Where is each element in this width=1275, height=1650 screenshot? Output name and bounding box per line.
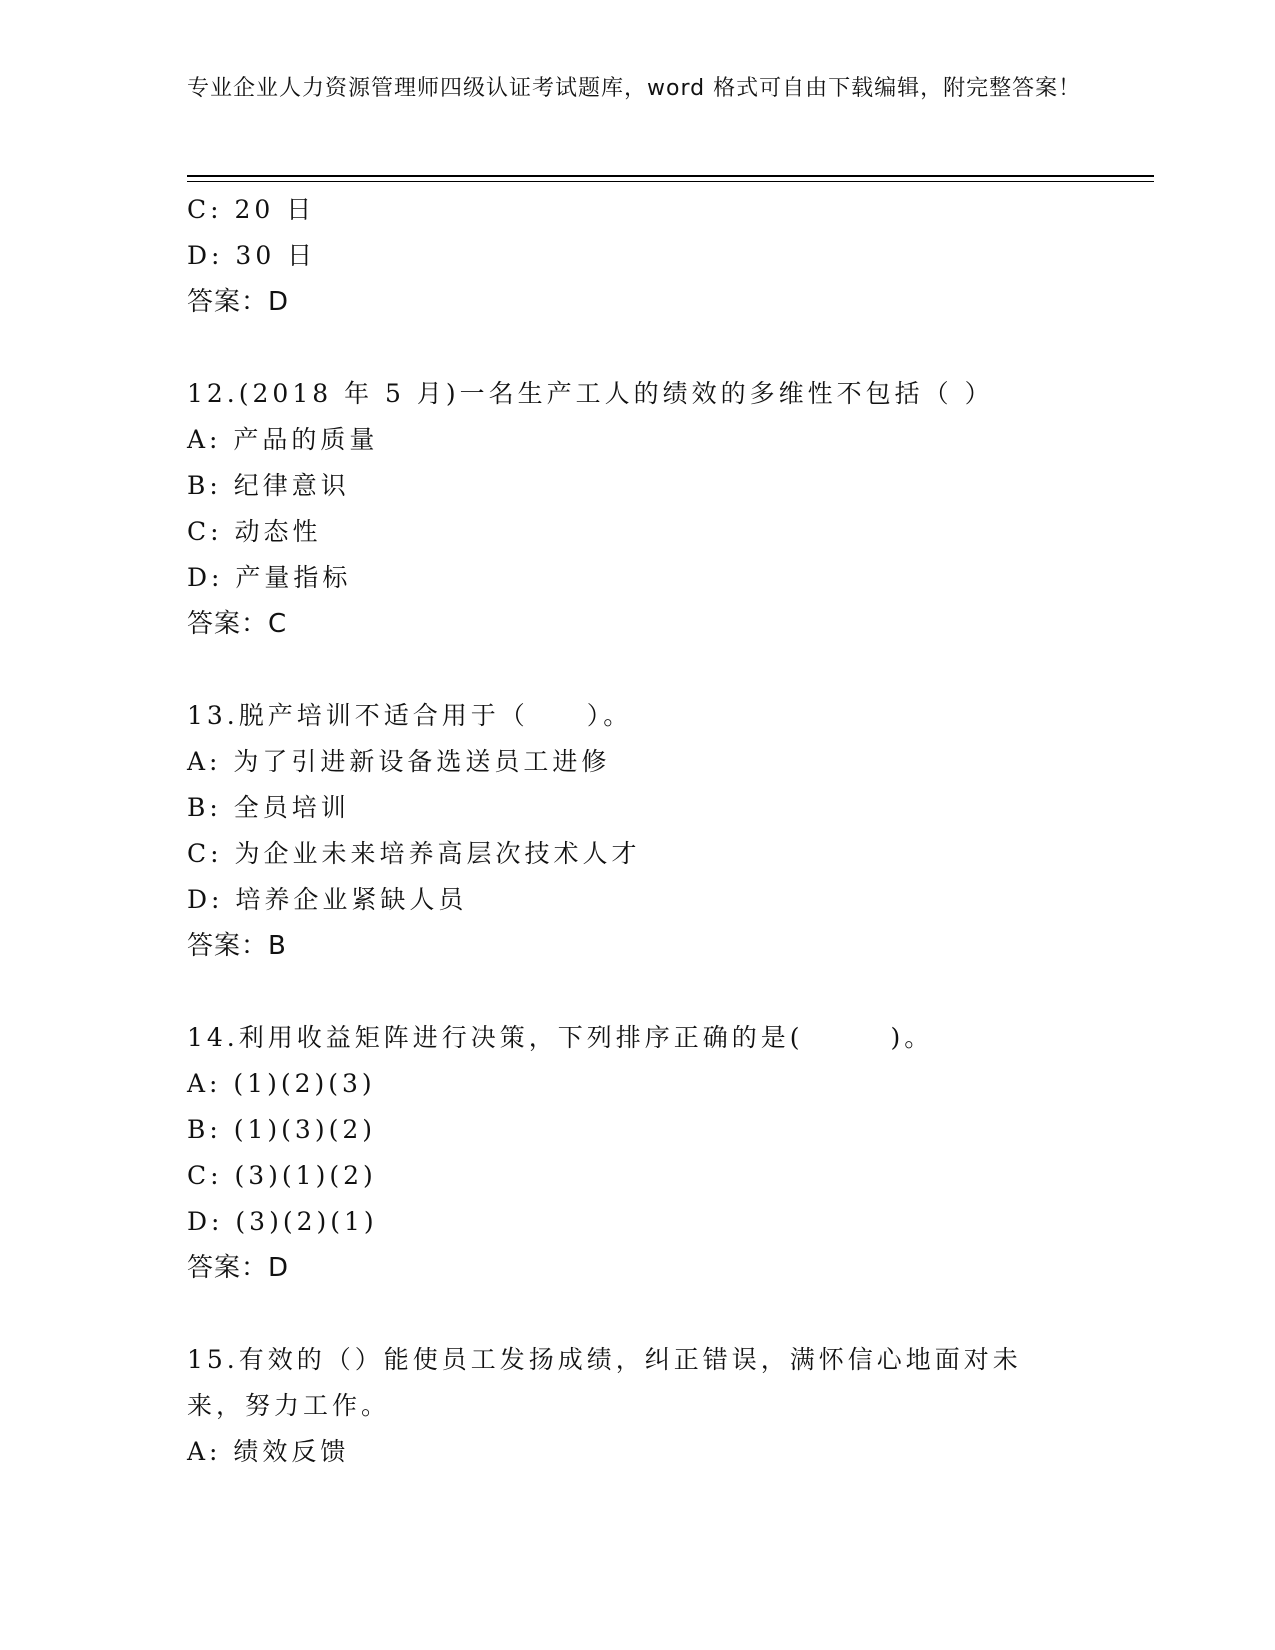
option-a: A: (1)(2)(3)	[187, 1069, 376, 1098]
option-d: D: 产量指标	[187, 563, 352, 592]
question-fragment	[187, 187, 1147, 325]
option-a: A: 为了引进新设备选送员工进修	[187, 747, 611, 776]
option-d: D: 培养企业紧缺人员	[187, 885, 468, 914]
option-b: B: 纪律意识	[187, 471, 350, 500]
option-c: C: 为企业未来培养高层次技术人才	[187, 839, 641, 868]
option-c: C: 20 日	[187, 195, 316, 224]
option-c: C: 动态性	[187, 517, 322, 546]
question-14	[187, 1015, 1147, 1291]
option-a: A: 绩效反馈	[187, 1437, 350, 1466]
answer: 答案：D	[187, 1253, 290, 1283]
answer: 答案：C	[187, 609, 288, 639]
question-13	[187, 693, 1147, 969]
option-a: A: 产品的质量	[187, 425, 379, 454]
header-divider-thin	[187, 181, 1154, 182]
answer: 答案：B	[187, 931, 287, 961]
option-b: B: 全员培训	[187, 793, 350, 822]
answer: 答案：D	[187, 287, 290, 317]
question-12	[187, 371, 1147, 647]
question-stem: 12.(2018 年 5 月)一名生产工人的绩效的多维性不包括（ ）	[187, 379, 994, 408]
option-c: C: (3)(1)(2)	[187, 1161, 377, 1190]
question-stem: 13.脱产培训不适合用于（ ）。	[187, 701, 633, 730]
option-b: B: (1)(3)(2)	[187, 1115, 376, 1144]
question-15	[187, 1337, 1147, 1475]
option-d: D: 30 日	[187, 241, 317, 270]
header-divider	[187, 175, 1154, 177]
question-content	[187, 187, 1147, 1475]
page-header: 专业企业人力资源管理师四级认证考试题库，word 格式可自由下载编辑，附完整答案！	[187, 76, 1082, 101]
question-stem: 15.有效的（）能使员工发扬成绩，纠正错误，满怀信心地面对未来，努力工作。	[187, 1345, 1022, 1420]
option-d: D: (3)(2)(1)	[187, 1207, 378, 1236]
question-stem: 14.利用收益矩阵进行决策，下列排序正确的是( )。	[187, 1023, 934, 1052]
